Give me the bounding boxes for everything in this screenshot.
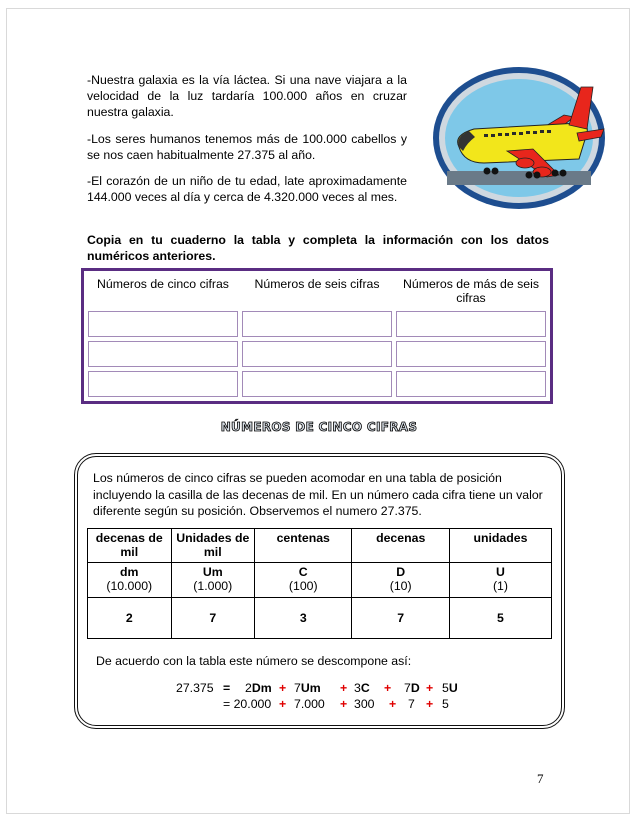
box-intro: Los números de cinco cifras se pueden acomodar en una tabla de posición incluyendo la casilla de las decenas de mil. En un número cada cifra tiene un valor diferente según su posición. Observemos el numero 27.375. [93,471,543,518]
place-value: (1) [492,579,508,593]
place-symbol: D [396,565,406,579]
plus-sign: + [426,697,434,711]
instruction-text: Copia en tu cuaderno la tabla y completa la información con los datos numéricos anteriores. [87,233,549,263]
decomp-expanded: = 20.000 [223,697,272,711]
place-symbol: Um [202,565,223,579]
header-more-digits: Números de más de seis cifras [396,275,546,307]
place-value: (1.000) [193,579,233,593]
plus-sign: + [389,697,397,711]
decomp-value: 300 [354,697,375,711]
digit-cell: 7 [171,598,255,639]
empty-cell [396,341,546,367]
empty-cell [396,371,546,397]
plus-sign: + [340,681,348,695]
decomposition-intro: De acuerdo con la tabla este número se descompone así: [96,654,412,668]
decomp-equals: = [223,681,231,695]
plus-sign: + [384,681,392,695]
place-value: (100) [288,579,318,593]
decomp-number: 27.375 [176,681,214,695]
paragraph-hair: -Los seres humanos tenemos más de 100.000 cabellos y se nos caen habitualmente 27.375 al año. [87,132,407,162]
decomp-value: 7 [408,697,415,711]
decomp-term: 7Um [294,681,321,695]
place-header: Unidades de mil [171,529,255,563]
empty-cell [88,341,238,367]
empty-cell [396,311,546,337]
digit-cell: 5 [449,598,551,639]
place-symbol-cell [171,563,255,598]
classification-table [81,268,553,404]
place-value: (10) [389,579,412,593]
digit-cell: 7 [352,598,449,639]
place-value: (10.000) [106,579,153,593]
decomp-term: 7D [404,681,420,695]
place-symbol-cell [352,563,449,598]
section-title: NÚMEROS DE CINCO CIFRAS [220,420,418,434]
place-symbol: C [298,565,308,579]
paragraph-heart: -El corazón de un niño de tu edad, late aproximadamente 144.000 veces al día y cerca de 4.320.000 veces al mes. [87,174,407,204]
plus-sign: + [279,681,287,695]
place-symbol: dm [120,565,139,579]
empty-cell [242,371,392,397]
place-symbol: U [496,565,505,579]
place-header: centenas [255,529,352,563]
digit-cell: 2 [88,598,172,639]
empty-cell [88,371,238,397]
place-symbol-cell [449,563,551,598]
plus-sign: + [340,697,348,711]
decomp-term: 2Dm [245,681,272,695]
decomp-term: 5U [442,681,458,695]
empty-cell [88,311,238,337]
place-symbol-cell [88,563,172,598]
place-value-table [87,528,552,639]
place-header: decenas [352,529,449,563]
header-six-digits: Números de seis cifras [242,275,392,307]
decomp-term: 3C [354,681,370,695]
plus-sign: + [426,681,434,695]
decomp-value: 7.000 [294,697,325,711]
place-header: decenas de mil [88,529,172,563]
header-five-digits: Números de cinco cifras [88,275,238,307]
place-header: unidades [449,529,551,563]
empty-cell [242,311,392,337]
paragraph-galaxy: -Nuestra galaxia es la vía láctea. Si una nave viajara a la velocidad de la luz tardaría 100.000 años en cruzar nuestra galaxia. [87,73,407,119]
empty-cell [242,341,392,367]
place-symbol-cell [255,563,352,598]
page-number: 7 [537,771,544,786]
airplane-illustration [429,63,609,213]
plus-sign: + [279,697,287,711]
decomp-value: 5 [442,697,449,711]
digit-cell: 3 [255,598,352,639]
